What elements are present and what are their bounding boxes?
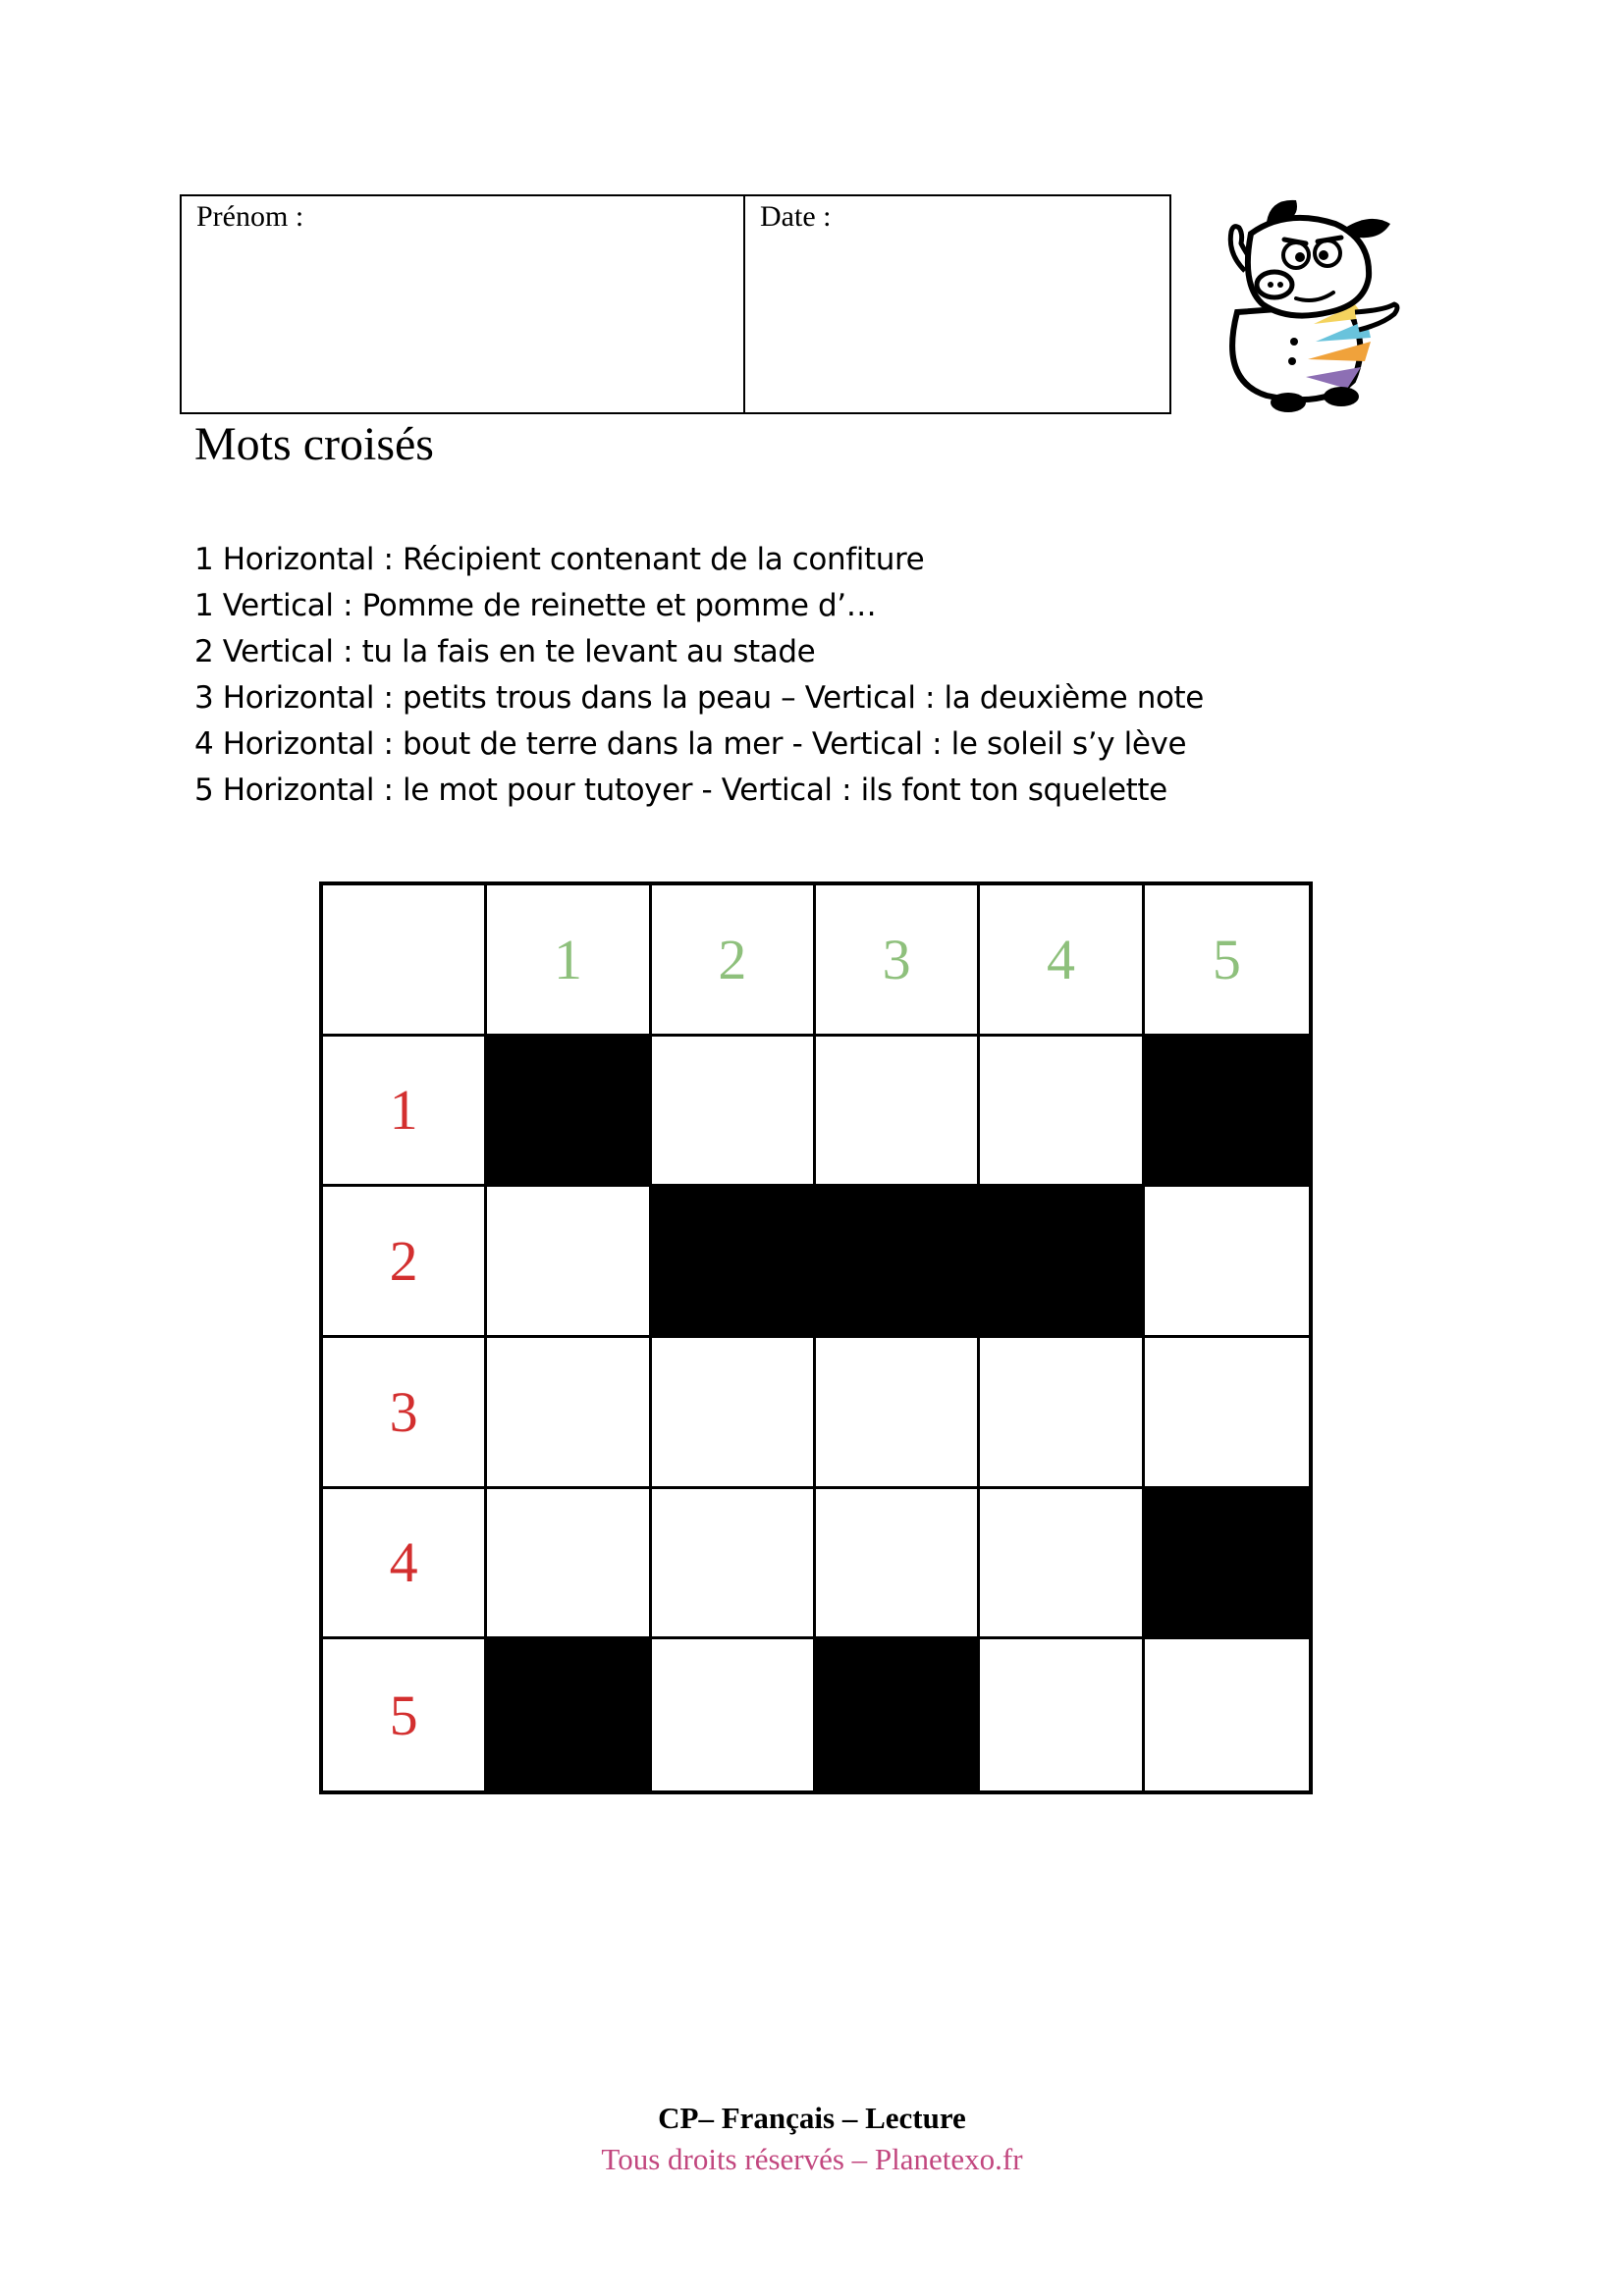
name-field[interactable]: [182, 196, 745, 412]
column-number: 3: [816, 885, 980, 1037]
black-cell: [980, 1187, 1144, 1338]
clue-item: 1 Horizontal : Récipient contenant de la confiture: [194, 542, 925, 577]
clue-item: 4 Horizontal : bout de terre dans la mer - Vertical : le soleil s’y lève: [194, 726, 1187, 762]
answer-cell[interactable]: [487, 1489, 651, 1640]
black-cell: [1145, 1037, 1309, 1188]
answer-cell[interactable]: [487, 1187, 651, 1338]
clue-item: 5 Horizontal : le mot pour tutoyer - Vertical : ils font ton squelette: [194, 773, 1167, 808]
answer-cell[interactable]: [980, 1338, 1144, 1489]
row-number: 2: [323, 1187, 487, 1338]
answer-cell[interactable]: [487, 1338, 651, 1489]
answer-cell[interactable]: [980, 1639, 1144, 1790]
answer-cell[interactable]: [652, 1489, 816, 1640]
footer-subject: CP– Français – Lecture: [658, 2101, 966, 2135]
name-label: Prénom :: [196, 200, 304, 233]
clue-list: [194, 537, 1204, 814]
answer-cell[interactable]: [652, 1639, 816, 1790]
row-number: 5: [323, 1639, 487, 1790]
answer-cell[interactable]: [980, 1489, 1144, 1640]
clue-item: 3 Horizontal : petits trous dans la peau – Vertical : la deuxième note: [194, 680, 1204, 716]
column-number: 1: [487, 885, 651, 1037]
date-label: Date :: [760, 200, 832, 233]
answer-cell[interactable]: [652, 1037, 816, 1188]
answer-cell[interactable]: [816, 1489, 980, 1640]
answer-cell[interactable]: [1145, 1187, 1309, 1338]
black-cell: [487, 1037, 651, 1188]
footer-copyright: Tous droits réservés – Planetexo.fr: [601, 2142, 1023, 2176]
row-number: 1: [323, 1037, 487, 1188]
column-number: 4: [980, 885, 1144, 1037]
answer-cell[interactable]: [816, 1037, 980, 1188]
black-cell: [816, 1639, 980, 1790]
answer-cell[interactable]: [652, 1338, 816, 1489]
answer-cell[interactable]: [1145, 1639, 1309, 1790]
sheep-mascot-icon: [1198, 194, 1414, 420]
row-number: 3: [323, 1338, 487, 1489]
black-cell: [487, 1639, 651, 1790]
page-title: Mots croisés: [194, 418, 434, 470]
clue-item: 1 Vertical : Pomme de reinette et pomme d’…: [194, 588, 877, 623]
row-number: 4: [323, 1489, 487, 1640]
answer-cell[interactable]: [816, 1338, 980, 1489]
date-field[interactable]: [745, 196, 1169, 412]
column-number: 5: [1145, 885, 1309, 1037]
black-cell: [816, 1187, 980, 1338]
black-cell: [1145, 1489, 1309, 1640]
grid-corner-cell: [323, 885, 487, 1037]
clue-item: 2 Vertical : tu la fais en te levant au stade: [194, 634, 816, 669]
column-number: 2: [652, 885, 816, 1037]
header-box: [180, 194, 1171, 414]
answer-cell[interactable]: [1145, 1338, 1309, 1489]
crossword-grid: [319, 881, 1313, 1794]
black-cell: [652, 1187, 816, 1338]
answer-cell[interactable]: [980, 1037, 1144, 1188]
